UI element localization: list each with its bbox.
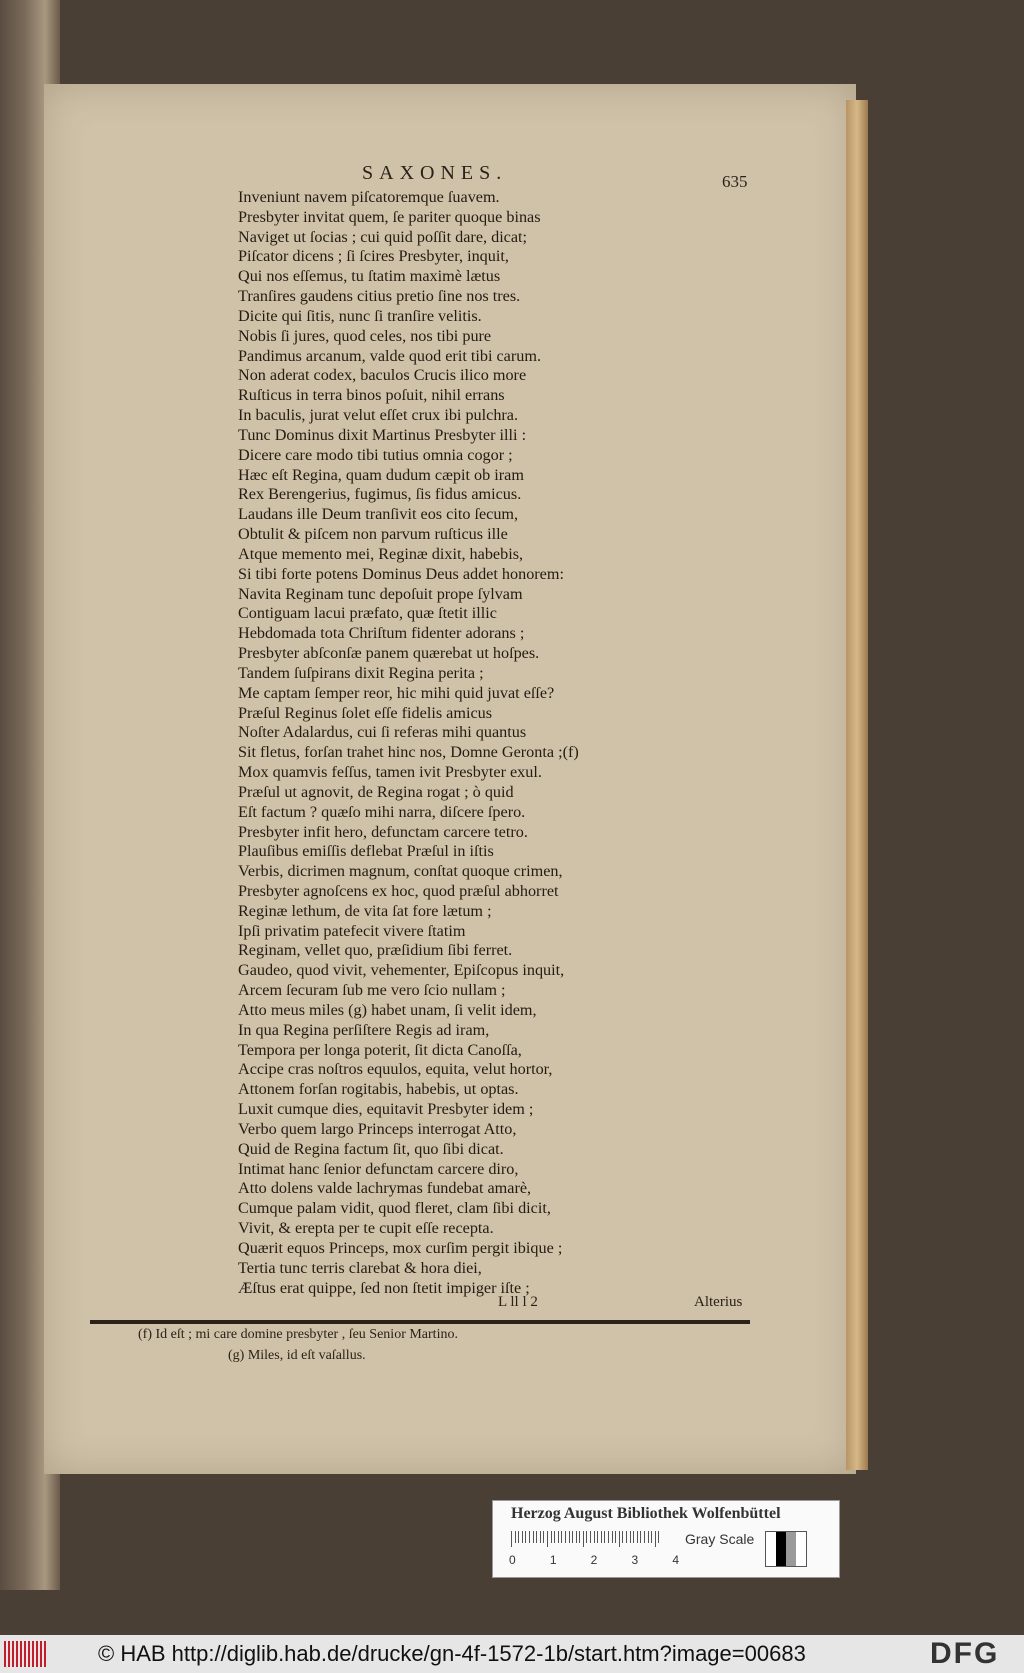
verse-line: Intimat hanc ſenior defunctam carcere diro, <box>238 1159 519 1178</box>
gray-swatch <box>796 1532 806 1566</box>
hab-logo-icon <box>4 1641 46 1667</box>
ruler-tick <box>511 1531 512 1547</box>
verse-line: Laudans ille Deum tranſivit eos cito ſecum, <box>238 505 519 524</box>
ruler-tick <box>630 1531 631 1543</box>
running-head: SAXONES. <box>362 162 508 184</box>
ruler-tick <box>583 1531 584 1547</box>
ruler-tick <box>608 1531 609 1543</box>
ruler-tick <box>565 1531 566 1543</box>
ruler-tick <box>572 1531 573 1543</box>
verse-line: Atto meus miles (g) habet unam, ſi velit idem, <box>238 1000 537 1019</box>
catchword: Alterius <box>694 1294 743 1310</box>
library-color-card <box>492 1500 840 1578</box>
verse-line: Sit fletus, forſan trahet hinc nos, Domne Geronta ;(f) <box>238 743 579 762</box>
poem-text <box>238 188 668 1298</box>
verse-line: Atque memento mei, Reginæ dixit, habebis, <box>238 544 524 563</box>
verse-line: Ipſi privatim patefecit vivere ſtatim <box>238 921 466 940</box>
ruler-tick <box>522 1531 523 1543</box>
verse-line: Verbis, dicrimen magnum, conſtat quoque crimen, <box>238 862 563 881</box>
ruler-scale <box>511 1531 666 1547</box>
ruler-tick <box>626 1531 627 1543</box>
ruler-number: 1 <box>549 1553 557 1567</box>
ruler-tick <box>604 1531 605 1543</box>
gray-scale-swatches <box>765 1531 807 1567</box>
ruler-tick <box>529 1531 530 1543</box>
ruler-tick <box>615 1531 616 1543</box>
verse-line: Obtulit & piſcem non parvum ruſticus ille <box>238 525 508 544</box>
verse-line: Arcem ſecuram ſub me vero ſcio nullam ; <box>238 981 506 1000</box>
ruler-tick <box>569 1531 570 1543</box>
ruler-tick <box>561 1531 562 1543</box>
verse-line: Qui nos eſſemus, tu ſtatim maximè lætus <box>238 267 501 286</box>
ruler-numbers <box>509 1553 679 1567</box>
verse-line: Noſter Adalardus, cui ſi referas mihi quantus <box>238 723 527 742</box>
ruler-number: 2 <box>590 1553 598 1567</box>
library-name: Herzog August Bibliothek Wolfenbüttel <box>511 1505 781 1522</box>
page-number: 635 <box>722 172 748 191</box>
verse-line: Reginam, vellet quo, præſidium ſibi ferret. <box>238 941 513 960</box>
ruler-tick <box>547 1531 548 1547</box>
ruler-tick <box>658 1531 659 1543</box>
ruler-number: 3 <box>631 1553 639 1567</box>
ruler-number: 4 <box>672 1553 679 1567</box>
verse-line: Accipe cras noſtros equulos, equita, velut hortor, <box>238 1060 553 1079</box>
ruler-tick <box>525 1531 526 1543</box>
verse-line: Reginæ lethum, de vita ſat fore lætum ; <box>238 901 492 920</box>
verse-line: Nobis ſi jures, quod celes, nos tibi pure <box>238 326 492 345</box>
verse-line: Inveniunt navem piſcatoremque ſuavem. <box>238 188 500 206</box>
page-edge <box>846 100 868 1470</box>
verse-line: Hæc eſt Regina, quam dudum cæpit ob iram <box>238 465 524 484</box>
verse-line: In baculis, jurat velut eſſet crux ibi pulchra. <box>238 406 519 425</box>
verse-line: Piſcator dicens ; ſi ſcires Presbyter, inquit, <box>238 247 509 266</box>
ruler-tick <box>579 1531 580 1543</box>
ruler-tick <box>536 1531 537 1543</box>
ruler-tick <box>594 1531 595 1543</box>
verse-line: Tandem ſuſpirans dixit Regina perita ; <box>238 663 484 682</box>
verse-line: Presbyter abſconſæ panem quærebat ut hoſpes. <box>238 644 540 663</box>
footnote-g: (g) Miles, id eſt vaſallus. <box>228 1348 366 1363</box>
verse-line: Contiguam lacui præfato, quæ ſtetit illic <box>238 604 497 623</box>
verse-line: Naviget ut ſocias ; cui quid poſſit dare, dicat; <box>238 227 528 246</box>
ruler-tick <box>543 1531 544 1543</box>
dfg-logo: DFG <box>930 1637 1000 1670</box>
viewer-footer <box>0 1635 1024 1673</box>
ruler-tick <box>515 1531 516 1543</box>
ruler-tick <box>637 1531 638 1543</box>
ruler-tick <box>586 1531 587 1543</box>
verse-line: Quærit equos Princeps, mox curſim pergit ibique ; <box>238 1238 563 1257</box>
gray-swatch <box>766 1532 776 1566</box>
ruler-tick <box>622 1531 623 1543</box>
verse-line: Ruſticus in terra binos poſuit, nihil errans <box>238 386 505 405</box>
verse-line: Presbyter infit hero, defunctam carcere tetro. <box>238 822 528 841</box>
verse-line: Luxit cumque dies, equitavit Presbyter idem ; <box>238 1100 534 1119</box>
ruler-tick <box>590 1531 591 1543</box>
ruler-tick <box>533 1531 534 1543</box>
ruler-tick <box>540 1531 541 1543</box>
verse-line: Si tibi forte potens Dominus Deus addet honorem: <box>238 564 564 583</box>
verse-line: In qua Regina perſiſtere Regis ad iram, <box>238 1020 490 1039</box>
verse-line: Tertia tunc terris clarebat & hora diei, <box>238 1258 482 1277</box>
ruler-tick <box>619 1531 620 1547</box>
verse-line: Mox quamvis feſſus, tamen ivit Presbyter exul. <box>238 763 542 782</box>
verse-line: Navita Reginam tunc depoſuit prope ſylvam <box>238 584 523 603</box>
gray-scale-label: Gray Scale <box>685 1531 755 1547</box>
verse-line: Præſul ut agnovit, de Regina rogat ; ò quid <box>238 782 514 801</box>
verse-line: Presbyter invitat quem, ſe pariter quoque binas <box>238 207 541 226</box>
verse-line: Vivit, & erepta per te cupit eſſe recepta. <box>238 1219 494 1238</box>
verse-line: Atto dolens valde lachrymas fundebat amarè, <box>238 1179 532 1198</box>
ruler-tick <box>640 1531 641 1543</box>
verse-line: Eſt factum ? quæſo mihi narra, diſcere ſpero. <box>238 802 526 821</box>
ruler-tick <box>651 1531 652 1543</box>
ruler-number: 0 <box>509 1553 516 1567</box>
verse-line: Gaudeo, quod vivit, vehementer, Epiſcopus inquit, <box>238 961 565 980</box>
verse-line: Præſul Reginus ſolet eſſe fidelis amicus <box>238 703 493 722</box>
ruler-tick <box>576 1531 577 1543</box>
signature-mark: L ll l 2 <box>498 1294 538 1310</box>
verse-line: Pandimus arcanum, valde quod erit tibi carum. <box>238 346 541 365</box>
ruler-tick <box>648 1531 649 1543</box>
verse-line: Tranſires gaudens citius pretio ſine nos tres. <box>238 287 521 306</box>
verse-line: Dicere care modo tibi tutius omnia cogor ; <box>238 445 513 464</box>
verse-line: Dicite qui ſitis, nunc ſi tranſire velitis. <box>238 306 482 325</box>
source-link[interactable]: © HAB http://diglib.hab.de/drucke/gn-4f-1572-1b/start.htm?image=00683 <box>98 1641 806 1666</box>
verse-line: Tunc Dominus dixit Martinus Presbyter illi : <box>238 425 527 444</box>
footnote-f: (f) Id eſt ; mi care domine presbyter , ſeu Senior Martino. <box>138 1327 458 1342</box>
ruler-tick <box>601 1531 602 1543</box>
verse-line: Plauſibus emiſſis deflebat Præſul in iſtis <box>238 842 494 861</box>
verse-line: Hebdomada tota Chriſtum fidenter adorans ; <box>238 624 525 643</box>
ruler-tick <box>551 1531 552 1543</box>
verse-line: Rex Berengerius, fugimus, ſis fidus amicus. <box>238 485 522 504</box>
verse-line: Presbyter agnoſcens ex hoc, quod præſul abhorret <box>238 881 559 900</box>
footnote-rule <box>90 1320 750 1324</box>
verse-line: Me captam ſemper reor, hic mihi quid juvat eſſe? <box>238 683 555 702</box>
verse-line: Æſtus erat quippe, ſed non ſtetit impiger iſte ; <box>238 1278 530 1297</box>
ruler-tick <box>554 1531 555 1543</box>
verse-line: Non aderat codex, baculos Crucis ilico more <box>238 366 527 385</box>
gray-swatch <box>776 1532 786 1566</box>
verse-line: Verbo quem largo Princeps interrogat Atto, <box>238 1119 517 1138</box>
ruler-tick <box>644 1531 645 1543</box>
verse-line: Cumque palam vidit, quod fleret, clam ſibi dicit, <box>238 1199 551 1218</box>
ruler-tick <box>633 1531 634 1543</box>
gray-swatch <box>786 1532 796 1566</box>
verse-line: Quid de Regina factum ſit, quo ſibi dicat. <box>238 1139 504 1158</box>
ruler-tick <box>655 1531 656 1547</box>
ruler-tick <box>518 1531 519 1543</box>
ruler-tick <box>597 1531 598 1543</box>
ruler-tick <box>558 1531 559 1543</box>
verse-line: Tempora per longa poterit, ſit dicta Canoſſa, <box>238 1040 522 1059</box>
verse-line: Attonem forſan rogitabis, habebis, ut optas. <box>238 1080 519 1099</box>
ruler-tick <box>612 1531 613 1543</box>
